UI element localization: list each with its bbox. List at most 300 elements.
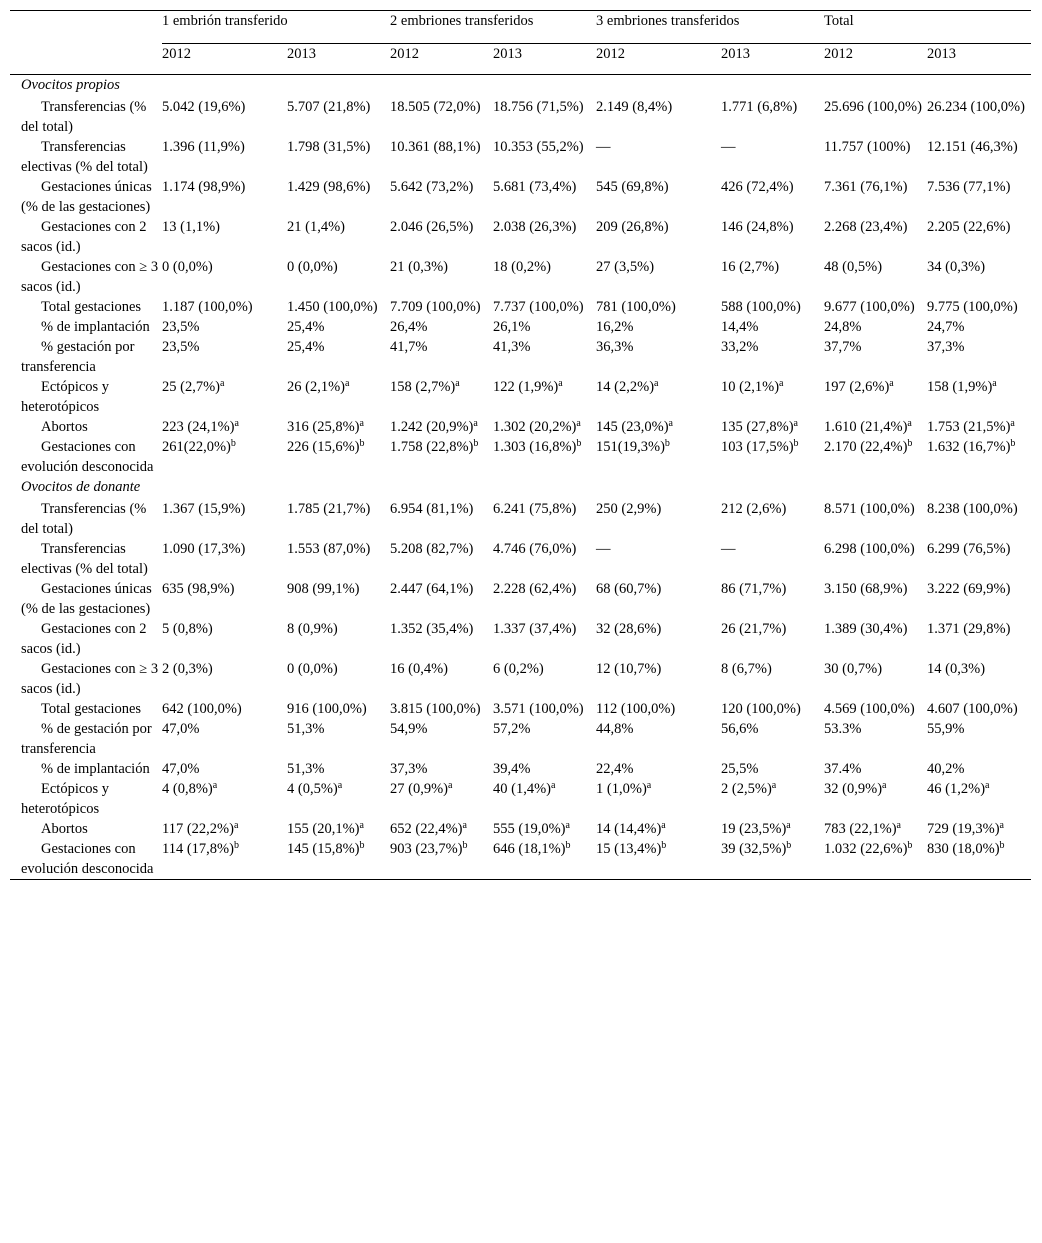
table-row: [10, 217, 1031, 257]
cell-value: 729 (19,3%): [927, 821, 1000, 837]
table-row: [10, 819, 1031, 839]
cell-value: 8 (6,7%): [721, 661, 772, 677]
table-cell: [162, 819, 287, 839]
table-cell: [390, 719, 493, 759]
table-cell: [927, 97, 1031, 137]
cell-value: 6.298 (100,0%): [824, 541, 915, 557]
table-cell: [596, 539, 721, 579]
table-cell: [824, 579, 927, 619]
footnote-marker: b: [359, 438, 365, 449]
row-label: [10, 297, 162, 317]
table-cell: [596, 337, 721, 377]
table-cell: [596, 417, 721, 437]
cell-value: 25,4%: [287, 339, 325, 355]
table-cell: [927, 779, 1031, 819]
table-cell: [824, 317, 927, 337]
footnote-marker: a: [551, 780, 556, 791]
cell-value: 21 (1,4%): [287, 219, 345, 235]
row-label-text: % de implantación: [41, 761, 150, 777]
footnote-marker: a: [771, 780, 777, 791]
footnote-marker: a: [661, 820, 666, 831]
cell-value: —: [596, 541, 611, 557]
table-cell: [824, 137, 927, 177]
cell-value: 1.553 (87,0%): [287, 541, 371, 557]
cell-value: 10 (2,1%): [721, 379, 780, 395]
table-cell: [596, 719, 721, 759]
table-cell: [493, 317, 596, 337]
table-cell: [287, 137, 390, 177]
cell-value: 1 (1,0%): [596, 781, 647, 797]
table-cell: [824, 177, 927, 217]
row-label: [10, 177, 162, 217]
group-header-1-embryo: 1 embrión transferido: [162, 11, 390, 44]
year-header: 2012: [162, 44, 287, 75]
corner-cell: [10, 11, 162, 44]
cell-value: 5.208 (82,7%): [390, 541, 474, 557]
table-cell: [390, 539, 493, 579]
row-label: [10, 619, 162, 659]
table-cell: [493, 779, 596, 819]
footnote-marker: a: [565, 820, 570, 831]
footnote-marker: a: [985, 780, 990, 791]
cell-value: 155 (20,1%): [287, 821, 360, 837]
table-cell: [596, 317, 721, 337]
cell-value: 316 (25,8%): [287, 419, 360, 435]
footnote-marker: b: [359, 840, 365, 851]
cell-value: 51,3%: [287, 721, 325, 737]
footnote-marker: a: [234, 418, 239, 429]
cell-value: 1.450 (100,0%): [287, 299, 378, 315]
cell-value: 37,3%: [390, 761, 428, 777]
footnote-marker: b: [793, 438, 799, 449]
table-cell: [493, 619, 596, 659]
cell-value: 1.302 (20,2%): [493, 419, 577, 435]
table-cell: [927, 297, 1031, 317]
table-cell: [824, 759, 927, 779]
cell-value: 30 (0,7%): [824, 661, 883, 677]
table-cell: [596, 819, 721, 839]
cell-value: 1.396 (11,9%): [162, 139, 245, 155]
cell-value: 2 (0,3%): [162, 661, 213, 677]
table-cell: [390, 257, 493, 297]
cell-value: 8.238 (100,0%): [927, 501, 1018, 517]
table-cell: [596, 257, 721, 297]
table-cell: [721, 779, 824, 819]
table-cell: [493, 839, 596, 880]
table-cell: [927, 839, 1031, 880]
cell-value: 57,2%: [493, 721, 531, 737]
footnote-marker: a: [793, 418, 798, 429]
footnote-marker: a: [889, 378, 894, 389]
year-header: 2013: [721, 44, 824, 75]
table-cell: [596, 619, 721, 659]
table-cell: [596, 217, 721, 257]
table-cell: [824, 659, 927, 699]
cell-value: 10.361 (88,1%): [390, 139, 481, 155]
cell-value: 32 (28,6%): [596, 621, 662, 637]
footnote-marker: a: [882, 780, 887, 791]
group-header-row: [10, 11, 1031, 44]
cell-value: 8.571 (100,0%): [824, 501, 915, 517]
table-cell: [824, 97, 927, 137]
table-cell: [162, 417, 287, 437]
table-cell: [493, 137, 596, 177]
footnote-marker: b: [565, 840, 571, 851]
table-cell: [493, 337, 596, 377]
cell-value: 1.785 (21,7%): [287, 501, 371, 517]
cell-value: 646 (18,1%): [493, 841, 566, 857]
table-cell: [287, 337, 390, 377]
cell-value: 555 (19,0%): [493, 821, 566, 837]
section-title: Ovocitos propios: [21, 77, 120, 93]
cell-value: 1.187 (100,0%): [162, 299, 253, 315]
table-row: [10, 779, 1031, 819]
table-cell: [390, 659, 493, 699]
footnote-marker: a: [786, 820, 791, 831]
table-cell: [390, 417, 493, 437]
table-cell: [287, 177, 390, 217]
cell-value: 212 (2,6%): [721, 501, 787, 517]
cell-value: 135 (27,8%): [721, 419, 794, 435]
table-cell: [390, 177, 493, 217]
cell-value: 903 (23,7%): [390, 841, 463, 857]
cell-value: 26,1%: [493, 319, 531, 335]
table-row: [10, 297, 1031, 317]
footnote-marker: a: [345, 378, 350, 389]
table-cell: [390, 437, 493, 477]
row-label-text: Gestaciones únicas (% de las gestaciones): [21, 581, 152, 617]
cell-value: 145 (15,8%): [287, 841, 360, 857]
table-cell: [390, 137, 493, 177]
table-cell: [162, 137, 287, 177]
year-corner-cell: [10, 44, 162, 75]
cell-value: 7.709 (100,0%): [390, 299, 481, 315]
table-cell: [721, 337, 824, 377]
footnote-marker: a: [779, 378, 784, 389]
cell-value: 48 (0,5%): [824, 259, 883, 275]
row-label-text: Transferencias (% del total): [21, 99, 147, 135]
cell-value: 9.775 (100,0%): [927, 299, 1018, 315]
cell-value: 2.046 (26,5%): [390, 219, 474, 235]
table-cell: [162, 699, 287, 719]
cell-value: 122 (1,9%): [493, 379, 559, 395]
table-cell: [927, 579, 1031, 619]
table-cell: [493, 297, 596, 317]
table-cell: [596, 499, 721, 539]
row-label: [10, 417, 162, 437]
table-cell: [824, 779, 927, 819]
footnote-marker: a: [907, 418, 912, 429]
footnote-marker: b: [576, 438, 582, 449]
cell-value: 1.367 (15,9%): [162, 501, 246, 517]
footnote-marker: a: [212, 780, 218, 791]
cell-value: 1.352 (35,4%): [390, 621, 474, 637]
cell-value: 37.4%: [824, 761, 862, 777]
table-cell: [162, 377, 287, 417]
cell-value: 2.205 (22,6%): [927, 219, 1011, 235]
row-label-text: Gestaciones con ≥ 3 sacos (id.): [21, 259, 159, 295]
row-label: [10, 759, 162, 779]
table-cell: [927, 337, 1031, 377]
year-header: 2013: [287, 44, 390, 75]
table-cell: [927, 137, 1031, 177]
cell-value: 40,2%: [927, 761, 965, 777]
row-label: [10, 377, 162, 417]
table-cell: [390, 779, 493, 819]
table-cell: [493, 579, 596, 619]
table-cell: [596, 839, 721, 880]
table-cell: [721, 619, 824, 659]
cell-value: 1.242 (20,9%): [390, 419, 474, 435]
table-body: [10, 75, 1031, 880]
table-cell: [493, 437, 596, 477]
row-label: [10, 257, 162, 297]
cell-value: 3.222 (69,9%): [927, 581, 1011, 597]
cell-value: 22,4%: [596, 761, 634, 777]
table-cell: [493, 719, 596, 759]
table-cell: [162, 97, 287, 137]
table-cell: [162, 719, 287, 759]
row-label-text: Gestaciones con ≥ 3 sacos (id.): [21, 661, 159, 697]
cell-value: 5.707 (21,8%): [287, 99, 371, 115]
table-cell: [162, 297, 287, 317]
table-cell: [927, 499, 1031, 539]
cell-value: 6.241 (75,8%): [493, 501, 577, 517]
table-cell: [493, 759, 596, 779]
cell-value: 0 (0,0%): [287, 661, 338, 677]
table-cell: [721, 539, 824, 579]
table-cell: [927, 317, 1031, 337]
cell-value: 652 (22,4%): [390, 821, 463, 837]
cell-value: 14 (0,3%): [927, 661, 986, 677]
cell-value: 11.757 (100%): [824, 139, 911, 155]
table-cell: [824, 539, 927, 579]
table-row: [10, 417, 1031, 437]
table-row: [10, 257, 1031, 297]
table-cell: [287, 759, 390, 779]
table-cell: [927, 417, 1031, 437]
row-label: [10, 337, 162, 377]
cell-value: 18.505 (72,0%): [390, 99, 481, 115]
cell-value: 158 (1,9%): [927, 379, 993, 395]
table-cell: [596, 177, 721, 217]
cell-value: 908 (99,1%): [287, 581, 360, 597]
row-label: [10, 317, 162, 337]
results-table: [10, 10, 1031, 880]
table-cell: [721, 759, 824, 779]
cell-value: 16 (0,4%): [390, 661, 449, 677]
table-cell: [162, 659, 287, 699]
cell-value: 0 (0,0%): [287, 259, 338, 275]
cell-value: 37,7%: [824, 339, 862, 355]
cell-value: 103 (17,5%): [721, 439, 794, 455]
cell-value: 145 (23,0%): [596, 419, 669, 435]
table-cell: [596, 97, 721, 137]
row-label: [10, 819, 162, 839]
table-row: [10, 137, 1031, 177]
table-row: [10, 317, 1031, 337]
table-cell: [390, 759, 493, 779]
footnote-marker: a: [896, 820, 901, 831]
group-header-total: Total: [824, 11, 1031, 44]
cell-value: 55,9%: [927, 721, 965, 737]
footnote-marker: a: [359, 418, 364, 429]
table-cell: [721, 719, 824, 759]
row-label-text: Ectópicos y heterotópicos: [21, 379, 110, 415]
table-cell: [493, 377, 596, 417]
cell-value: 5.642 (73,2%): [390, 179, 474, 195]
cell-value: —: [596, 139, 611, 155]
row-label: [10, 779, 162, 819]
table-cell: [596, 297, 721, 317]
cell-value: 44,8%: [596, 721, 634, 737]
table-cell: [596, 437, 721, 477]
year-header: 2012: [824, 44, 927, 75]
table-cell: [824, 257, 927, 297]
table-cell: [824, 297, 927, 317]
cell-value: 47,0%: [162, 721, 200, 737]
table-cell: [287, 579, 390, 619]
table-cell: [162, 317, 287, 337]
footnote-marker: a: [558, 378, 563, 389]
table-row: [10, 579, 1031, 619]
table-cell: [287, 839, 390, 880]
table-cell: [721, 579, 824, 619]
footnote-marker: b: [233, 840, 239, 851]
cell-value: 2.228 (62,4%): [493, 581, 577, 597]
table-cell: [927, 719, 1031, 759]
table-row: [10, 337, 1031, 377]
cell-value: 32 (0,9%): [824, 781, 883, 797]
cell-value: 41,7%: [390, 339, 428, 355]
cell-value: 5 (0,8%): [162, 621, 213, 637]
table-cell: [287, 539, 390, 579]
table-cell: [824, 499, 927, 539]
cell-value: 46 (1,2%): [927, 781, 986, 797]
table-cell: [824, 619, 927, 659]
footnote-marker: b: [999, 840, 1005, 851]
cell-value: 146 (24,8%): [721, 219, 794, 235]
cell-value: 56,6%: [721, 721, 759, 737]
footnote-marker: a: [646, 780, 652, 791]
cell-value: 51,3%: [287, 761, 325, 777]
cell-value: 16,2%: [596, 319, 634, 335]
footnote-marker: a: [233, 820, 239, 831]
table-cell: [162, 177, 287, 217]
cell-value: 1.090 (17,3%): [162, 541, 246, 557]
table-cell: [927, 619, 1031, 659]
cell-value: 2.149 (8,4%): [596, 99, 673, 115]
cell-value: —: [721, 541, 736, 557]
footnote-marker: b: [907, 438, 913, 449]
table-cell: [162, 579, 287, 619]
cell-value: 117 (22,2%): [162, 821, 234, 837]
footnote-marker: b: [230, 438, 236, 449]
cell-value: 1.337 (37,4%): [493, 621, 577, 637]
table-cell: [927, 437, 1031, 477]
cell-value: 12 (10,7%): [596, 661, 662, 677]
table-cell: [493, 539, 596, 579]
table-cell: [927, 377, 1031, 417]
table-cell: [287, 377, 390, 417]
cell-value: 16 (2,7%): [721, 259, 780, 275]
cell-value: 112 (100,0%): [596, 701, 676, 717]
table-cell: [493, 659, 596, 699]
cell-value: 68 (60,7%): [596, 581, 662, 597]
table-cell: [927, 659, 1031, 699]
cell-value: 1.798 (31,5%): [287, 139, 371, 155]
year-header: 2012: [390, 44, 493, 75]
cell-value: 14 (2,2%): [596, 379, 655, 395]
cell-value: 14 (14,4%): [596, 821, 662, 837]
cell-value: 4 (0,8%): [162, 781, 213, 797]
table-row: [10, 177, 1031, 217]
table-cell: [493, 819, 596, 839]
cell-value: 3.815 (100,0%): [390, 701, 481, 717]
table-cell: [390, 819, 493, 839]
cell-value: 21 (0,3%): [390, 259, 449, 275]
table-cell: [287, 499, 390, 539]
cell-value: 19 (23,5%): [721, 821, 787, 837]
row-label: [10, 437, 162, 477]
table-cell: [596, 699, 721, 719]
footnote-marker: a: [992, 378, 997, 389]
table-cell: [287, 297, 390, 317]
row-label-text: Total gestaciones: [41, 299, 142, 315]
table-cell: [390, 499, 493, 539]
table-row: [10, 437, 1031, 477]
table-row: [10, 699, 1031, 719]
cell-value: 27 (3,5%): [596, 259, 655, 275]
cell-value: 23,5%: [162, 319, 200, 335]
table-cell: [824, 839, 927, 880]
table-cell: [162, 759, 287, 779]
cell-value: 36,3%: [596, 339, 634, 355]
table-row: [10, 499, 1031, 539]
table-cell: [824, 337, 927, 377]
table-cell: [824, 699, 927, 719]
cell-value: 23,5%: [162, 339, 200, 355]
cell-value: 4 (0,5%): [287, 781, 338, 797]
cell-value: 114 (17,8%): [162, 841, 234, 857]
section-title: Ovocitos de donante: [21, 479, 141, 495]
cell-value: 40 (1,4%): [493, 781, 552, 797]
cell-value: 426 (72,4%): [721, 179, 794, 195]
footnote-marker: a: [462, 820, 467, 831]
row-label: [10, 499, 162, 539]
cell-value: 209 (26,8%): [596, 219, 669, 235]
table-cell: [287, 699, 390, 719]
row-label-text: Gestaciones con 2 sacos (id.): [21, 621, 147, 657]
table-cell: [162, 779, 287, 819]
table-cell: [162, 539, 287, 579]
cell-value: 34 (0,3%): [927, 259, 986, 275]
table-cell: [596, 779, 721, 819]
table-cell: [287, 97, 390, 137]
table-cell: [721, 819, 824, 839]
row-label-text: Gestaciones con evolución desconocida: [21, 841, 154, 877]
table-cell: [927, 539, 1031, 579]
table-cell: [721, 699, 824, 719]
table-cell: [927, 759, 1031, 779]
cell-value: 39,4%: [493, 761, 531, 777]
cell-value: 151(19,3%): [596, 439, 665, 455]
cell-value: 642 (100,0%): [162, 701, 242, 717]
cell-value: 250 (2,9%): [596, 501, 662, 517]
footnote-marker: a: [220, 378, 225, 389]
table-cell: [493, 97, 596, 137]
row-label-text: Gestaciones con evolución desconocida: [21, 439, 154, 475]
